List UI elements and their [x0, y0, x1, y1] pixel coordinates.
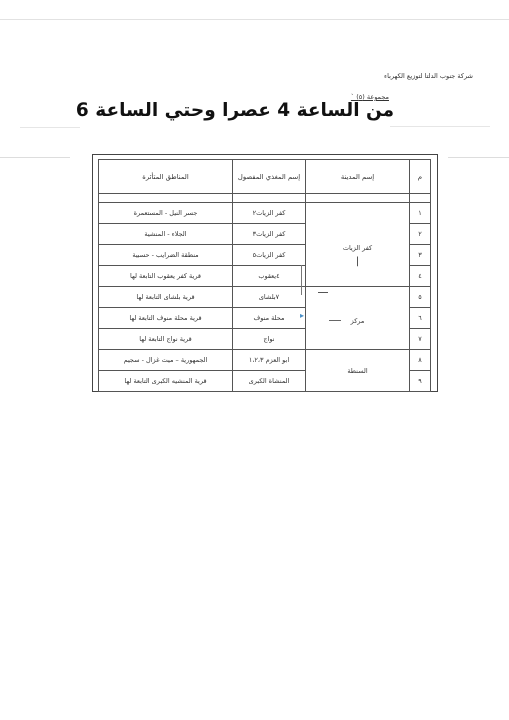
city-name: كفر الزيات	[342, 244, 373, 252]
scan-line-header-right	[390, 126, 490, 127]
row-num: ٦	[410, 308, 431, 329]
areas-cell: جسر النيل - المستعمرة	[99, 203, 233, 224]
header-areas: المناطق المتأثرة	[99, 160, 233, 194]
header-feeder: إسم المغذي المفصول	[233, 160, 306, 194]
row-num: ٢	[410, 224, 431, 245]
scan-line-right	[448, 157, 509, 158]
spacer-cell	[306, 194, 410, 203]
schedule-headline: من الساعة 4 عصرا وحتي الساعة 6	[75, 100, 395, 121]
areas-cell: الجلاء - المنشية	[99, 224, 233, 245]
feeder-cell: كفر الزيات٥	[233, 245, 306, 266]
areas-cell: الجمهورية – ميت غزال - سجيم	[99, 350, 233, 371]
feeder-cell: ٧بلشاى	[233, 287, 306, 308]
row-num: ٨	[410, 350, 431, 371]
row-num: ٧	[410, 329, 431, 350]
table-row	[99, 350, 431, 371]
city-name: مركز	[350, 317, 365, 325]
scan-line-header-left	[20, 127, 80, 128]
city-cell-center	[306, 287, 410, 350]
table-row	[99, 203, 431, 224]
header-num: م	[410, 160, 431, 194]
areas-cell: قرية بلشاى التابعة لها	[99, 287, 233, 308]
areas-cell: قرية كفر يعقوب التابعة لها	[99, 266, 233, 287]
row-num: ١	[410, 203, 431, 224]
company-name: شركة جنوب الدلتا لتوزيع الكهرباء	[384, 72, 473, 80]
row-num: ٣	[410, 245, 431, 266]
feeder-cell: نواج	[233, 329, 306, 350]
areas-cell: قرية نواج التابعة لها	[99, 329, 233, 350]
city-name: السنطة	[347, 366, 368, 375]
areas-cell: منطقة الضرايب - حسبية	[99, 245, 233, 266]
outage-table-frame	[92, 154, 438, 392]
feeder-cell: المنشاة الكبرى	[233, 371, 306, 392]
row-num: ٥	[410, 287, 431, 308]
scan-line-left	[0, 157, 70, 158]
areas-cell: قرية المنشيه الكبرى التابعة لها	[99, 371, 233, 392]
table-header-row	[99, 160, 431, 194]
feeder-cell: ٤يعقوب	[233, 266, 306, 287]
spacer-cell	[99, 194, 233, 203]
spacer-cell	[410, 194, 431, 203]
row-num: ٤	[410, 266, 431, 287]
feeder-cell: ابو العزم ١،٢،٣	[233, 350, 306, 371]
city-cell-santa	[306, 350, 410, 392]
table-spacer-row	[99, 194, 431, 203]
header-city: إسم المدينة	[306, 160, 410, 194]
areas-cell: قرية محلة منوف التابعة لها	[99, 308, 233, 329]
row-num: ٩	[410, 371, 431, 392]
scan-line-top	[0, 19, 509, 20]
city-cell-kafr-elzayat	[306, 203, 410, 287]
feeder-cell: كفر الزيات٣	[233, 224, 306, 245]
group-label-text: مجموعة (٥) `	[350, 93, 389, 101]
feeder-cell: كفر الزيات٢	[233, 203, 306, 224]
cursor-arrow-icon: ▸	[300, 311, 305, 320]
feeder-cell: محلة منوف	[233, 308, 306, 329]
city-mark: |	[355, 256, 360, 267]
table-row	[99, 287, 431, 308]
spacer-cell	[233, 194, 306, 203]
outage-table	[98, 159, 431, 392]
